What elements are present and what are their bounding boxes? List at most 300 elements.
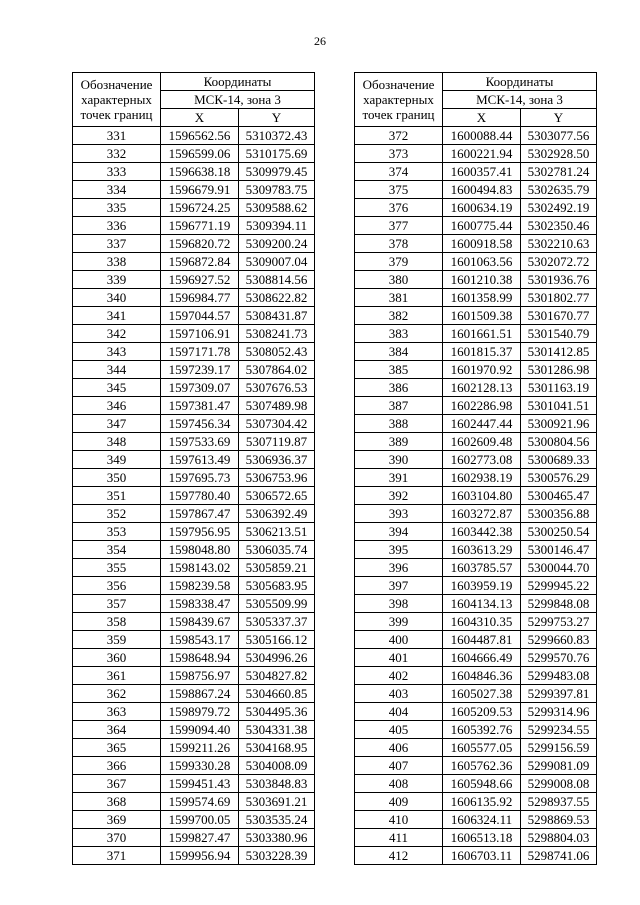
- y-coordinate-cell: 5309783.75: [239, 181, 315, 199]
- point-number-cell: 381: [355, 289, 443, 307]
- y-coordinate-cell: 5310372.43: [239, 127, 315, 145]
- x-coordinate-cell: 1596679.91: [161, 181, 239, 199]
- y-coordinate-cell: 5301163.19: [521, 379, 597, 397]
- point-number-cell: 399: [355, 613, 443, 631]
- y-coordinate-cell: 5300146.47: [521, 541, 597, 559]
- table-row: [355, 703, 597, 721]
- table-row: [73, 703, 315, 721]
- table-row: [73, 649, 315, 667]
- table-row: [355, 649, 597, 667]
- x-coordinate-cell: 1601815.37: [443, 343, 521, 361]
- point-number-cell: 404: [355, 703, 443, 721]
- table-row: [73, 811, 315, 829]
- header-coordinates-title: Координаты: [161, 73, 315, 91]
- point-number-cell: 350: [73, 469, 161, 487]
- table-row: [355, 181, 597, 199]
- x-coordinate-cell: 1598867.24: [161, 685, 239, 703]
- point-number-cell: 367: [73, 775, 161, 793]
- table-row: [73, 613, 315, 631]
- y-coordinate-cell: 5299945.22: [521, 577, 597, 595]
- header-line: Обозначение: [80, 77, 153, 92]
- point-number-cell: 366: [73, 757, 161, 775]
- y-coordinate-cell: 5310175.69: [239, 145, 315, 163]
- table-row: [73, 559, 315, 577]
- table-row: [355, 793, 597, 811]
- y-coordinate-cell: 5304168.95: [239, 739, 315, 757]
- y-coordinate-cell: 5298804.03: [521, 829, 597, 847]
- point-number-cell: 378: [355, 235, 443, 253]
- y-coordinate-cell: 5306213.51: [239, 523, 315, 541]
- point-number-cell: 386: [355, 379, 443, 397]
- table-row: [355, 145, 597, 163]
- table-row: [73, 217, 315, 235]
- y-coordinate-cell: 5299660.83: [521, 631, 597, 649]
- x-coordinate-cell: 1600221.94: [443, 145, 521, 163]
- x-coordinate-cell: 1596724.25: [161, 199, 239, 217]
- y-coordinate-cell: 5308241.73: [239, 325, 315, 343]
- table-row: [73, 793, 315, 811]
- table-row: [355, 127, 597, 145]
- y-coordinate-cell: 5309007.04: [239, 253, 315, 271]
- x-coordinate-cell: 1599827.47: [161, 829, 239, 847]
- table-row: [355, 217, 597, 235]
- point-number-cell: 344: [73, 361, 161, 379]
- y-coordinate-cell: 5298741.06: [521, 847, 597, 865]
- header-line: точек границ: [80, 107, 153, 122]
- table-row: [355, 631, 597, 649]
- y-coordinate-cell: 5302210.63: [521, 235, 597, 253]
- y-coordinate-cell: 5299483.08: [521, 667, 597, 685]
- point-number-cell: 377: [355, 217, 443, 235]
- table-row: [73, 757, 315, 775]
- y-coordinate-cell: 5309979.45: [239, 163, 315, 181]
- point-number-cell: 363: [73, 703, 161, 721]
- y-coordinate-cell: 5308622.82: [239, 289, 315, 307]
- point-number-cell: 357: [73, 595, 161, 613]
- table-row: [73, 145, 315, 163]
- header-line: Обозначение: [362, 77, 435, 92]
- x-coordinate-cell: 1598979.72: [161, 703, 239, 721]
- table-row: [355, 163, 597, 181]
- table-row: [355, 253, 597, 271]
- x-coordinate-cell: 1598239.58: [161, 577, 239, 595]
- x-coordinate-cell: 1599956.94: [161, 847, 239, 865]
- table-row: [73, 685, 315, 703]
- table-row: [355, 433, 597, 451]
- y-coordinate-cell: 5304660.85: [239, 685, 315, 703]
- point-number-cell: 380: [355, 271, 443, 289]
- table-row: [73, 181, 315, 199]
- x-coordinate-cell: 1606324.11: [443, 811, 521, 829]
- x-coordinate-cell: 1606513.18: [443, 829, 521, 847]
- x-coordinate-cell: 1605392.76: [443, 721, 521, 739]
- x-coordinate-cell: 1597613.49: [161, 451, 239, 469]
- header-y: Y: [239, 109, 315, 127]
- header-line: характерных: [81, 92, 152, 107]
- point-number-cell: 403: [355, 685, 443, 703]
- y-coordinate-cell: 5309394.11: [239, 217, 315, 235]
- point-number-cell: 402: [355, 667, 443, 685]
- y-coordinate-cell: 5301670.77: [521, 307, 597, 325]
- point-number-cell: 397: [355, 577, 443, 595]
- point-number-cell: 340: [73, 289, 161, 307]
- table-row: [355, 613, 597, 631]
- table-row: [73, 577, 315, 595]
- table-row: [73, 235, 315, 253]
- x-coordinate-cell: 1600634.19: [443, 199, 521, 217]
- x-coordinate-cell: 1596562.56: [161, 127, 239, 145]
- y-coordinate-cell: 5300356.88: [521, 505, 597, 523]
- point-number-cell: 341: [73, 307, 161, 325]
- x-coordinate-cell: 1596927.52: [161, 271, 239, 289]
- x-coordinate-cell: 1606135.92: [443, 793, 521, 811]
- point-number-cell: 362: [73, 685, 161, 703]
- y-coordinate-cell: 5309200.24: [239, 235, 315, 253]
- table-row: [73, 163, 315, 181]
- x-coordinate-cell: 1604310.35: [443, 613, 521, 631]
- y-coordinate-cell: 5307864.02: [239, 361, 315, 379]
- y-coordinate-cell: 5307119.87: [239, 433, 315, 451]
- y-coordinate-cell: 5300921.96: [521, 415, 597, 433]
- point-number-cell: 359: [73, 631, 161, 649]
- table-row: [355, 397, 597, 415]
- x-coordinate-cell: 1600088.44: [443, 127, 521, 145]
- x-coordinate-cell: 1603272.87: [443, 505, 521, 523]
- x-coordinate-cell: 1602609.48: [443, 433, 521, 451]
- point-number-cell: 376: [355, 199, 443, 217]
- point-number-cell: 396: [355, 559, 443, 577]
- y-coordinate-cell: 5303535.24: [239, 811, 315, 829]
- table-row: [355, 451, 597, 469]
- point-number-cell: 369: [73, 811, 161, 829]
- y-coordinate-cell: 5303228.39: [239, 847, 315, 865]
- point-number-cell: 365: [73, 739, 161, 757]
- x-coordinate-cell: 1601210.38: [443, 271, 521, 289]
- y-coordinate-cell: 5306392.49: [239, 505, 315, 523]
- point-number-cell: 336: [73, 217, 161, 235]
- x-coordinate-cell: 1599451.43: [161, 775, 239, 793]
- y-coordinate-cell: 5308814.56: [239, 271, 315, 289]
- point-number-cell: 412: [355, 847, 443, 865]
- table-row: [355, 379, 597, 397]
- point-number-cell: 372: [355, 127, 443, 145]
- point-number-cell: 332: [73, 145, 161, 163]
- y-coordinate-cell: 5304827.82: [239, 667, 315, 685]
- x-coordinate-cell: 1597956.95: [161, 523, 239, 541]
- table-row: [355, 361, 597, 379]
- table-row: [73, 361, 315, 379]
- table-row: [73, 451, 315, 469]
- point-number-cell: 333: [73, 163, 161, 181]
- point-number-cell: 385: [355, 361, 443, 379]
- y-coordinate-cell: 5299081.09: [521, 757, 597, 775]
- page-number: 26: [314, 34, 326, 48]
- x-coordinate-cell: 1602447.44: [443, 415, 521, 433]
- y-coordinate-cell: 5300804.56: [521, 433, 597, 451]
- table-row: [355, 721, 597, 739]
- table-row: [355, 343, 597, 361]
- y-coordinate-cell: 5303077.56: [521, 127, 597, 145]
- y-coordinate-cell: 5307489.98: [239, 397, 315, 415]
- y-coordinate-cell: 5301286.98: [521, 361, 597, 379]
- table-row: [355, 541, 597, 559]
- y-coordinate-cell: 5301412.85: [521, 343, 597, 361]
- y-coordinate-cell: 5302072.72: [521, 253, 597, 271]
- point-number-cell: 371: [73, 847, 161, 865]
- point-number-cell: 373: [355, 145, 443, 163]
- x-coordinate-cell: 1597044.57: [161, 307, 239, 325]
- y-coordinate-cell: 5305337.37: [239, 613, 315, 631]
- table-row: [355, 325, 597, 343]
- point-number-cell: 346: [73, 397, 161, 415]
- point-number-cell: 368: [73, 793, 161, 811]
- y-coordinate-cell: 5301540.79: [521, 325, 597, 343]
- table-row: [355, 829, 597, 847]
- x-coordinate-cell: 1603442.38: [443, 523, 521, 541]
- point-number-cell: 348: [73, 433, 161, 451]
- y-coordinate-cell: 5301936.76: [521, 271, 597, 289]
- x-coordinate-cell: 1597381.47: [161, 397, 239, 415]
- table-row: [73, 415, 315, 433]
- point-number-cell: 408: [355, 775, 443, 793]
- table-row: [355, 577, 597, 595]
- x-coordinate-cell: 1597456.34: [161, 415, 239, 433]
- y-coordinate-cell: 5303691.21: [239, 793, 315, 811]
- x-coordinate-cell: 1598143.02: [161, 559, 239, 577]
- y-coordinate-cell: 5304996.26: [239, 649, 315, 667]
- x-coordinate-cell: 1605948.66: [443, 775, 521, 793]
- table-row: [73, 271, 315, 289]
- point-number-cell: 390: [355, 451, 443, 469]
- y-coordinate-cell: 5306753.96: [239, 469, 315, 487]
- table-row: [73, 505, 315, 523]
- point-number-cell: 401: [355, 649, 443, 667]
- y-coordinate-cell: 5304495.36: [239, 703, 315, 721]
- x-coordinate-cell: 1600357.41: [443, 163, 521, 181]
- table-row: [355, 847, 597, 865]
- point-number-cell: 349: [73, 451, 161, 469]
- table-row: [73, 523, 315, 541]
- table-row: [73, 433, 315, 451]
- y-coordinate-cell: 5299314.96: [521, 703, 597, 721]
- x-coordinate-cell: 1603104.80: [443, 487, 521, 505]
- point-number-cell: 360: [73, 649, 161, 667]
- table-row: [355, 199, 597, 217]
- y-coordinate-cell: 5299753.27: [521, 613, 597, 631]
- header-coordinate-system: МСК-14, зона 3: [161, 91, 315, 109]
- x-coordinate-cell: 1604134.13: [443, 595, 521, 613]
- table-row: [73, 631, 315, 649]
- table-row: [355, 469, 597, 487]
- y-coordinate-cell: 5303848.83: [239, 775, 315, 793]
- y-coordinate-cell: 5301041.51: [521, 397, 597, 415]
- x-coordinate-cell: 1597695.73: [161, 469, 239, 487]
- y-coordinate-cell: 5302350.46: [521, 217, 597, 235]
- point-number-cell: 335: [73, 199, 161, 217]
- point-number-cell: 339: [73, 271, 161, 289]
- y-coordinate-cell: 5306572.65: [239, 487, 315, 505]
- table-row: [73, 127, 315, 145]
- x-coordinate-cell: 1600494.83: [443, 181, 521, 199]
- table-row: [355, 523, 597, 541]
- header-point-designation: [355, 73, 443, 127]
- x-coordinate-cell: 1605762.36: [443, 757, 521, 775]
- y-coordinate-cell: 5300576.29: [521, 469, 597, 487]
- y-coordinate-cell: 5307676.53: [239, 379, 315, 397]
- point-number-cell: 375: [355, 181, 443, 199]
- x-coordinate-cell: 1604666.49: [443, 649, 521, 667]
- point-number-cell: 384: [355, 343, 443, 361]
- table-row: [73, 775, 315, 793]
- table-row: [355, 775, 597, 793]
- x-coordinate-cell: 1602286.98: [443, 397, 521, 415]
- table-row: [73, 541, 315, 559]
- table-row: [73, 253, 315, 271]
- point-number-cell: 392: [355, 487, 443, 505]
- point-number-cell: 345: [73, 379, 161, 397]
- table-row: [355, 685, 597, 703]
- coordinates-table-left: [72, 72, 315, 865]
- x-coordinate-cell: 1596771.19: [161, 217, 239, 235]
- point-number-cell: 342: [73, 325, 161, 343]
- x-coordinate-cell: 1600775.44: [443, 217, 521, 235]
- point-number-cell: 405: [355, 721, 443, 739]
- x-coordinate-cell: 1597780.40: [161, 487, 239, 505]
- x-coordinate-cell: 1605209.53: [443, 703, 521, 721]
- point-number-cell: 361: [73, 667, 161, 685]
- x-coordinate-cell: 1599211.26: [161, 739, 239, 757]
- point-number-cell: 410: [355, 811, 443, 829]
- x-coordinate-cell: 1599574.69: [161, 793, 239, 811]
- point-number-cell: 338: [73, 253, 161, 271]
- x-coordinate-cell: 1600918.58: [443, 235, 521, 253]
- header-line: характерных: [363, 92, 434, 107]
- y-coordinate-cell: 5300044.70: [521, 559, 597, 577]
- point-number-cell: 388: [355, 415, 443, 433]
- table-row: [355, 415, 597, 433]
- y-coordinate-cell: 5299570.76: [521, 649, 597, 667]
- y-coordinate-cell: 5308431.87: [239, 307, 315, 325]
- point-number-cell: 358: [73, 613, 161, 631]
- header-x: X: [443, 109, 521, 127]
- point-number-cell: 411: [355, 829, 443, 847]
- x-coordinate-cell: 1602773.08: [443, 451, 521, 469]
- y-coordinate-cell: 5304331.38: [239, 721, 315, 739]
- table-row: [355, 757, 597, 775]
- table-row: [73, 469, 315, 487]
- x-coordinate-cell: 1603785.57: [443, 559, 521, 577]
- table-row: [73, 307, 315, 325]
- point-number-cell: 382: [355, 307, 443, 325]
- x-coordinate-cell: 1601063.56: [443, 253, 521, 271]
- table-row: [355, 271, 597, 289]
- table-row: [355, 559, 597, 577]
- point-number-cell: 364: [73, 721, 161, 739]
- point-number-cell: 395: [355, 541, 443, 559]
- point-number-cell: 347: [73, 415, 161, 433]
- x-coordinate-cell: 1597867.47: [161, 505, 239, 523]
- header-coordinates-title: Координаты: [443, 73, 597, 91]
- point-number-cell: 379: [355, 253, 443, 271]
- table-row: [355, 811, 597, 829]
- x-coordinate-cell: 1603959.19: [443, 577, 521, 595]
- x-coordinate-cell: 1596599.06: [161, 145, 239, 163]
- point-number-cell: 400: [355, 631, 443, 649]
- table-row: [73, 289, 315, 307]
- y-coordinate-cell: 5298937.55: [521, 793, 597, 811]
- x-coordinate-cell: 1601661.51: [443, 325, 521, 343]
- x-coordinate-cell: 1599330.28: [161, 757, 239, 775]
- table-row: [355, 235, 597, 253]
- y-coordinate-cell: 5300465.47: [521, 487, 597, 505]
- point-number-cell: 407: [355, 757, 443, 775]
- x-coordinate-cell: 1602128.13: [443, 379, 521, 397]
- point-number-cell: 370: [73, 829, 161, 847]
- x-coordinate-cell: 1597106.91: [161, 325, 239, 343]
- x-coordinate-cell: 1597239.17: [161, 361, 239, 379]
- y-coordinate-cell: 5300250.54: [521, 523, 597, 541]
- x-coordinate-cell: 1597171.78: [161, 343, 239, 361]
- y-coordinate-cell: 5299008.08: [521, 775, 597, 793]
- x-coordinate-cell: 1598756.97: [161, 667, 239, 685]
- y-coordinate-cell: 5306936.37: [239, 451, 315, 469]
- y-coordinate-cell: 5305859.21: [239, 559, 315, 577]
- header-x: X: [161, 109, 239, 127]
- point-number-cell: 354: [73, 541, 161, 559]
- y-coordinate-cell: 5300689.33: [521, 451, 597, 469]
- point-number-cell: 374: [355, 163, 443, 181]
- x-coordinate-cell: 1598543.17: [161, 631, 239, 649]
- y-coordinate-cell: 5307304.42: [239, 415, 315, 433]
- y-coordinate-cell: 5305683.95: [239, 577, 315, 595]
- y-coordinate-cell: 5309588.62: [239, 199, 315, 217]
- point-number-cell: 383: [355, 325, 443, 343]
- y-coordinate-cell: 5303380.96: [239, 829, 315, 847]
- table-row: [73, 199, 315, 217]
- table-row: [355, 487, 597, 505]
- x-coordinate-cell: 1606703.11: [443, 847, 521, 865]
- x-coordinate-cell: 1599700.05: [161, 811, 239, 829]
- x-coordinate-cell: 1601358.99: [443, 289, 521, 307]
- point-number-cell: 409: [355, 793, 443, 811]
- point-number-cell: 356: [73, 577, 161, 595]
- x-coordinate-cell: 1604846.36: [443, 667, 521, 685]
- y-coordinate-cell: 5302492.19: [521, 199, 597, 217]
- point-number-cell: 398: [355, 595, 443, 613]
- coordinates-table-right: [354, 72, 597, 865]
- table-row: [355, 667, 597, 685]
- table-row: [73, 721, 315, 739]
- y-coordinate-cell: 5299848.08: [521, 595, 597, 613]
- table-row: [73, 829, 315, 847]
- table-row: [73, 487, 315, 505]
- point-number-cell: 391: [355, 469, 443, 487]
- y-coordinate-cell: 5302635.79: [521, 181, 597, 199]
- table-row: [73, 397, 315, 415]
- header-y: Y: [521, 109, 597, 127]
- point-number-cell: 393: [355, 505, 443, 523]
- x-coordinate-cell: 1596820.72: [161, 235, 239, 253]
- table-row: [73, 667, 315, 685]
- x-coordinate-cell: 1596984.77: [161, 289, 239, 307]
- table-row: [73, 379, 315, 397]
- y-coordinate-cell: 5299234.55: [521, 721, 597, 739]
- x-coordinate-cell: 1603613.29: [443, 541, 521, 559]
- x-coordinate-cell: 1605027.38: [443, 685, 521, 703]
- x-coordinate-cell: 1604487.81: [443, 631, 521, 649]
- y-coordinate-cell: 5304008.09: [239, 757, 315, 775]
- point-number-cell: 355: [73, 559, 161, 577]
